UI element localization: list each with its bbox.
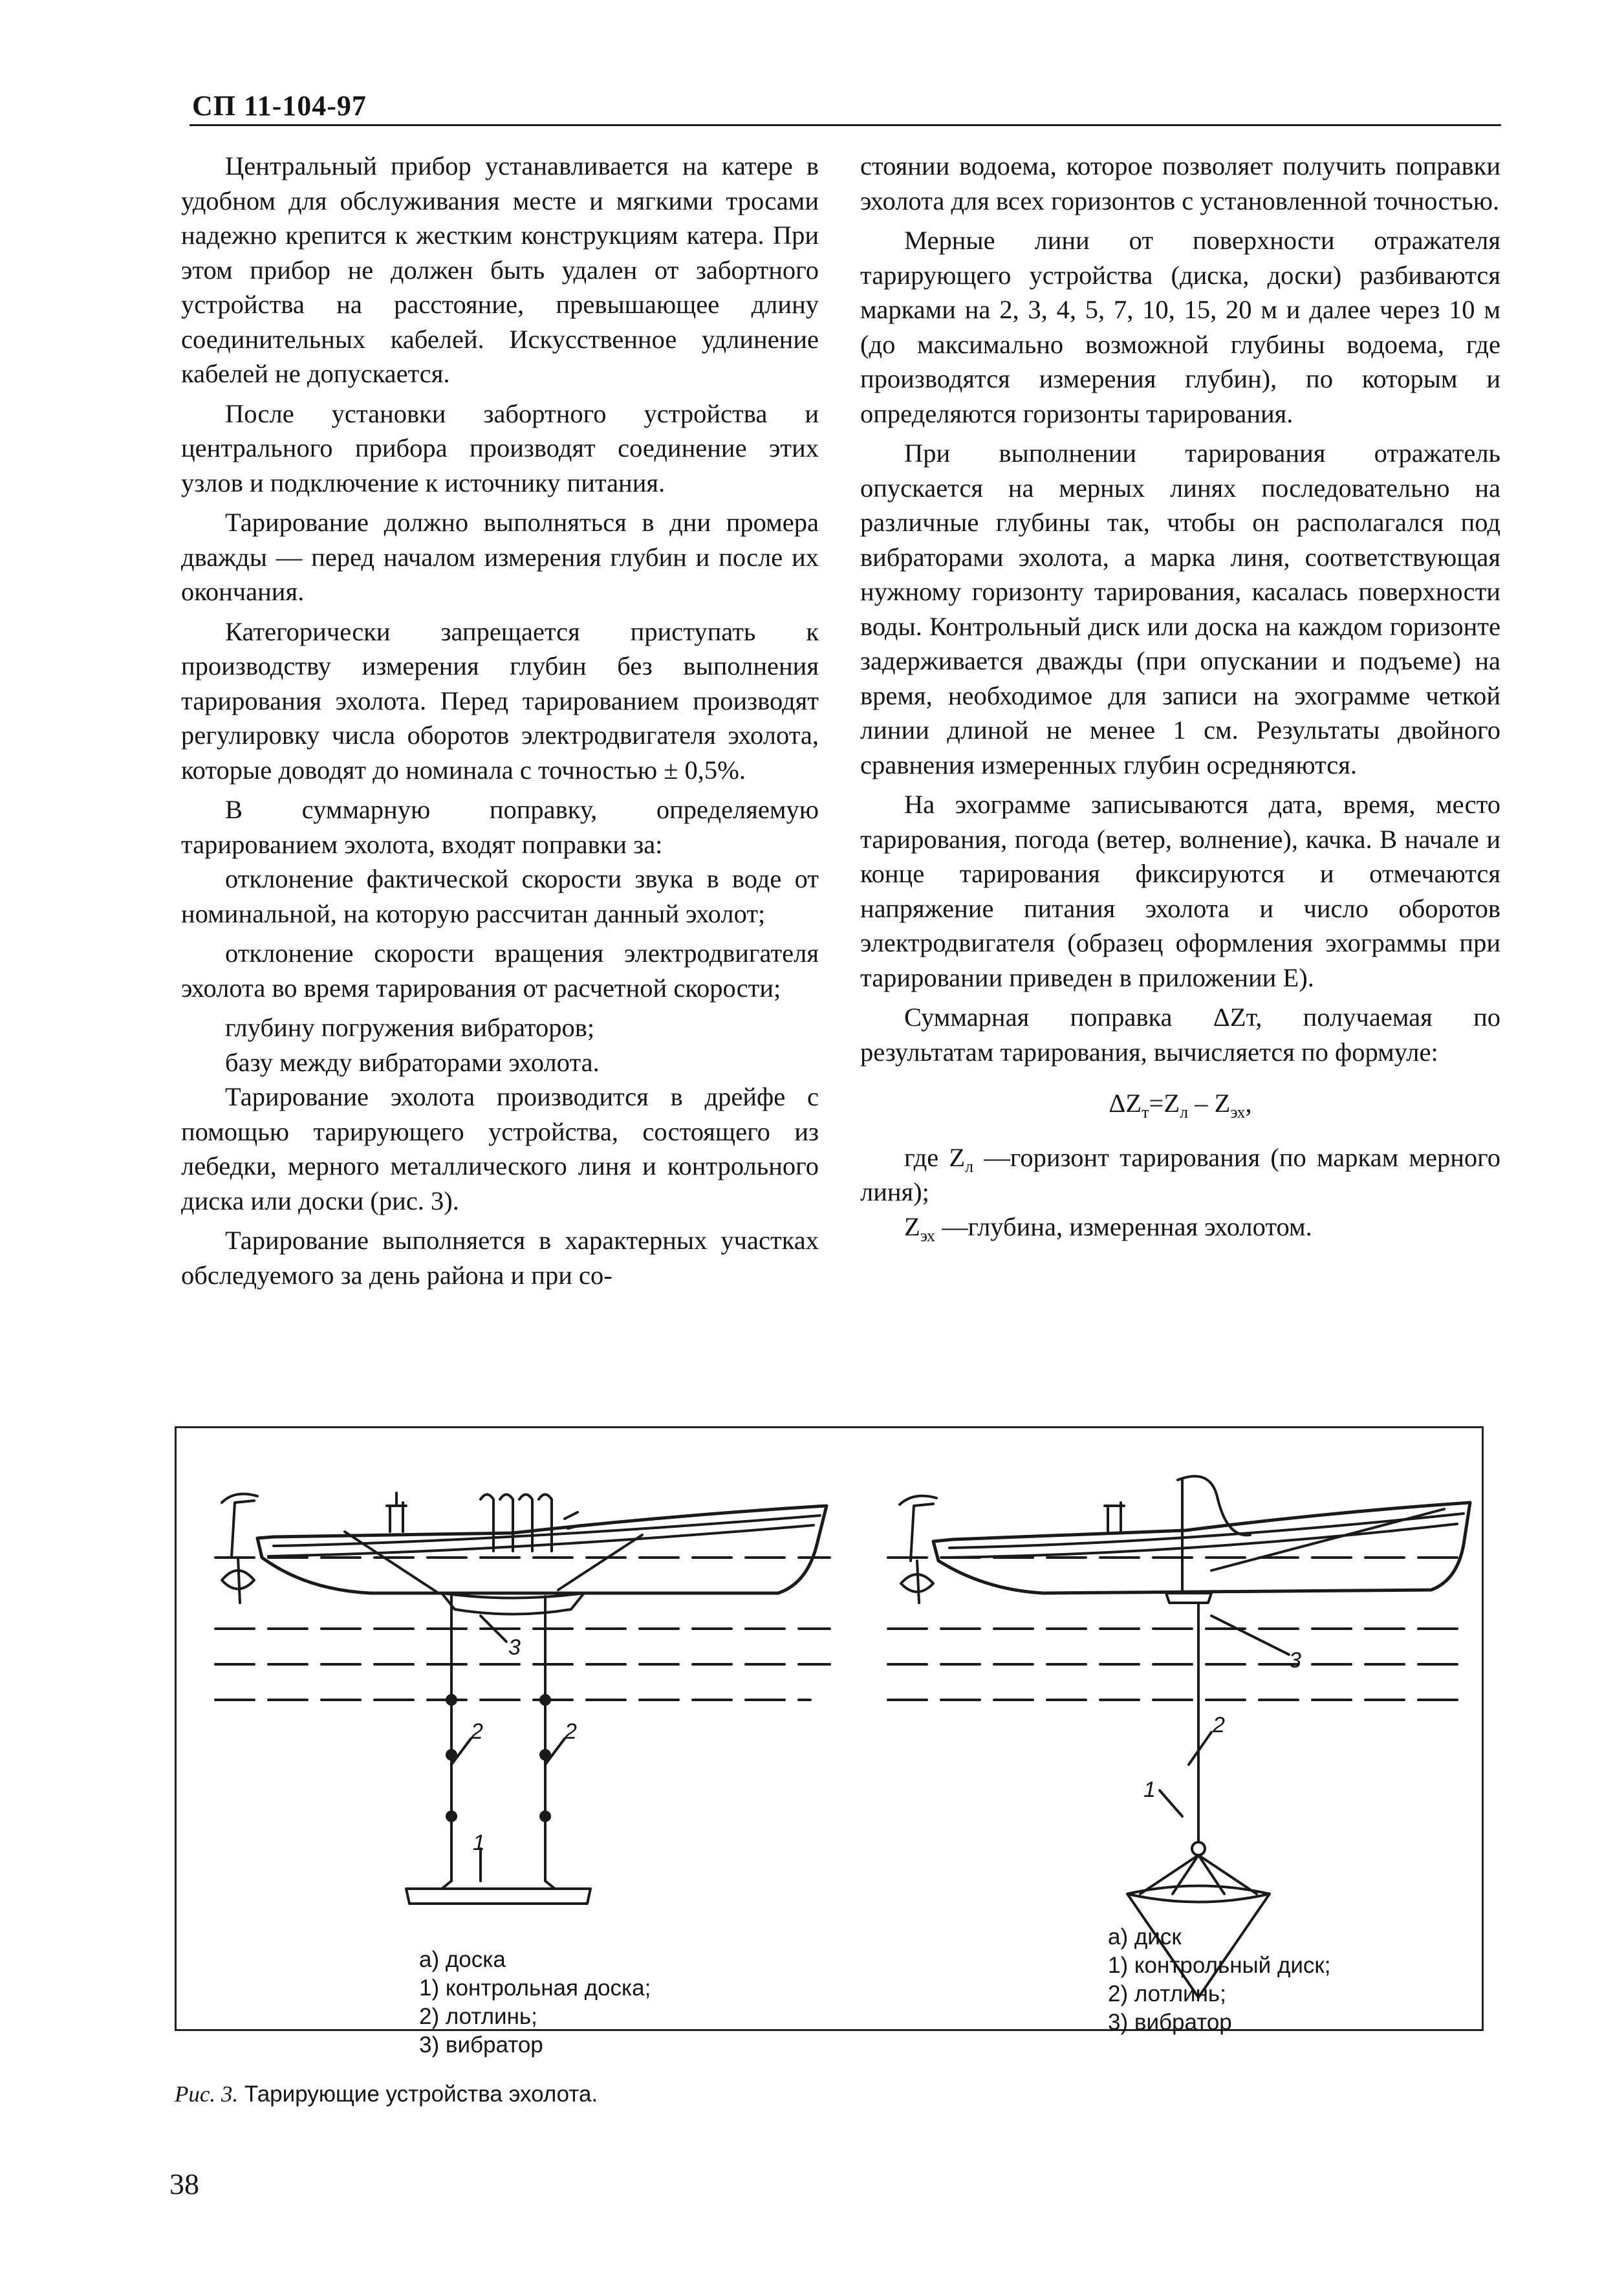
paragraph: В суммарную поправку, определяемую тарированием эхолота, входят поправки за: xyxy=(181,795,819,859)
paragraph: Тарирование должно выполняться в дни промера дважды — перед началом измерения глубин и после их окончания. xyxy=(181,508,819,606)
label-line-left-b: 2 xyxy=(565,1719,577,1744)
label-disk-right: 1 xyxy=(1143,1777,1156,1802)
list-item: отклонение фактической скорости звука в воде от номинальной, на которую рассчитан данный эхолот; xyxy=(181,864,819,928)
paragraph: Категорически запрещается приступать к производству измерения глубин без выполнения тарирования эхолота. Перед тарированием производят регулировку числа оборотов электродвигателя эхолота, которые доводят до номинала с точностью ± 0,5%. xyxy=(181,616,819,785)
left-boat-diagram xyxy=(222,1493,827,1904)
paragraph: Центральный прибор устанавливается на катере в удобном для обслуживания месте и мягкими тросами надежно крепится к жестким конструкциям катера. При этом прибор не должен быть удален от забортного устройства на расстояние, превышающее длину соединительных кабелей. Искусственное удлинение кабелей не допускается. xyxy=(181,151,819,388)
paragraph: Тарирование эхолота производится в дрейфе с помощью тарирующего устройства, состоящего из лебедки, мерного металлического линя и контрольного диска или доски (рис. 3). xyxy=(181,1082,819,1215)
paragraph: На эхограмме записываются дата, время, место тарирования, погода (ветер, волнение), качка. В начале и конце тарирования фиксируются и отмечаются напряжение питания эхолота и число оборотов электродвигателя (образец оформления эхограммы при тарировании приведен в приложении Е). xyxy=(860,790,1500,992)
legend-line: а) доска xyxy=(419,1947,506,1972)
legend-line: 2) лотлинь; xyxy=(419,2004,537,2029)
where-line: $Z_{эх}$ —глубина, измеренная эхолотом. xyxy=(904,1212,1312,1245)
legend-line: 1) контрольная доска; xyxy=(419,1975,651,2001)
paragraph: стоянии водоема, которое позволяет получить поправки эхолота для всех горизонтов с установленной точностью. xyxy=(860,151,1500,215)
label-line-left-a: 2 xyxy=(471,1719,483,1744)
label-vibrator-left: 3 xyxy=(508,1635,521,1660)
paragraph: После установки забортного устройства и центрального прибора производят соединение этих узлов и подключение к источнику питания. xyxy=(181,398,819,497)
list-item: базу между вибраторами эхолота. xyxy=(225,1047,600,1077)
label-board-left: 1 xyxy=(473,1831,485,1855)
right-boat-diagram xyxy=(900,1476,1470,1997)
legend-line: 3) вибратор xyxy=(1108,2010,1232,2035)
legend-line: 2) лотлинь; xyxy=(1108,1981,1226,2006)
label-vibrator-right: 3 xyxy=(1289,1648,1301,1673)
legend-right xyxy=(1108,1923,1330,2037)
formula: $\Delta Z_т=Z_л - Z_{эх}$, xyxy=(1109,1089,1252,1122)
figure-caption: Рис. 3. Тарирующие устройства эхолота. xyxy=(175,2081,598,2107)
paragraph: При выполнении тарирования отражатель опускается на мерных линях последовательно на различные глубины так, чтобы он располагался под вибраторами эхолота, а марка линя, соответствующая нужному горизонту тарирования, касалась поверхности воды. Контрольный диск или доска на каждом горизонте задерживается дважды (при опускании и подъеме) на время, необходимое для записи на эхограмме четкой линии длиной не менее 1 см. Результаты двойного сравнения измеренных глубин осредняются. xyxy=(860,439,1500,779)
header-rule xyxy=(189,124,1501,126)
legend-line: а) диск xyxy=(1108,1924,1182,1950)
list-item: отклонение скорости вращения электродвигателя эхолота во время тарирования от расчетной скорости; xyxy=(181,939,819,1003)
legend-line: 3) вибратор xyxy=(419,2032,543,2058)
page-number: 38 xyxy=(169,2168,199,2200)
paragraph: Тарирование выполняется в характерных участках обследуемого за день района и при со- xyxy=(181,1226,819,1290)
running-header: СП 11-104-97 xyxy=(192,90,367,122)
legend-left xyxy=(419,1946,651,2059)
left-water-lines xyxy=(215,1558,830,1700)
list-item: глубину погружения вибраторов; xyxy=(225,1013,595,1042)
label-line-right: 2 xyxy=(1213,1713,1225,1737)
paragraph: Мерные лини от поверхности отражателя тарирующего устройства (диска, доски) разбиваются марками на 2, 3, 4, 5, 7, 10, 15, 20 м и далее через 10 м (до максимально возможной глубины водоема, где производятся измерения глубин), по которым и определяются горизонты тарирования. xyxy=(860,226,1500,428)
paragraph: Суммарная поправка ΔZт, получаемая по результатам тарирования, вычисляется по формуле: xyxy=(860,1003,1500,1067)
legend-line: 1) контрольный диск; xyxy=(1108,1953,1331,1978)
where-line: где $Z_л$ —горизонт тарирования (по маркам мерного линя); xyxy=(860,1142,1500,1206)
right-column xyxy=(860,149,1500,1249)
left-column xyxy=(181,149,819,1298)
figure-frame xyxy=(175,1426,1484,2058)
